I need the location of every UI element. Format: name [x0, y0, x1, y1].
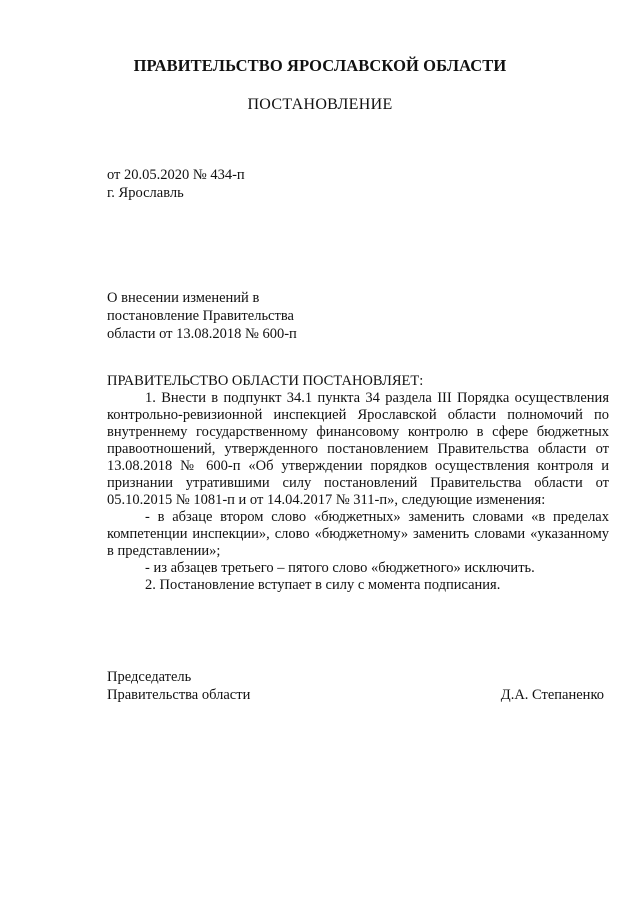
change-2: - из абзацев третьего – пятого слово «бюджетного» исключить. [145, 560, 535, 576]
item-2: 2. Постановление вступает в силу с момента подписания. [145, 577, 501, 593]
signature-row [107, 686, 604, 704]
document-subject [107, 289, 297, 343]
signatory-title-1: Председатель [107, 669, 192, 685]
subject-line-1: О внесении изменений в [107, 290, 260, 306]
subject-line-3: области от 13.08.2018 № 600-п [107, 326, 297, 342]
document-meta [107, 166, 245, 202]
signatory-name: Д.А. Степаненко [500, 687, 604, 703]
subject-line-2: постановление Правительства [107, 308, 294, 324]
document-type: ПОСТАНОВЛЕНИЕ [247, 96, 393, 113]
date-number: от 20.05.2020 № 434-п [107, 167, 245, 183]
change-1: - в абзаце втором слово «бюджетных» заменить словами «в пределах компетенции инспекции», слово «бюджетному» заменить словами «указанному в представлении»; [107, 509, 609, 559]
decree-phrase: ПРАВИТЕЛЬСТВО ОБЛАСТИ ПОСТАНОВЛЯЕТ: [107, 373, 424, 389]
government-title: ПРАВИТЕЛЬСТВО ЯРОСЛАВСКОЙ ОБЛАСТИ [133, 56, 507, 75]
signature-block [107, 668, 604, 704]
item-1: 1. Внести в подпункт 34.1 пункта 34 раздела III Порядка осуществления контрольно-ревизионной инспекцией Ярославской области полномочий по внутреннему государственному финансовому контролю в сфере бюджетных правоотношений, утвержденного постановлением Правительства области от 13.08.2018 № 600-п «Об утверждении порядков осуществления контроля и признании утратившими силу постановлений Правительства области от 05.10.2015 № 1081-п и от 14.04.2017 № 311-п», следующие изменения: [107, 390, 609, 508]
city: г. Ярославль [107, 185, 184, 201]
signatory-title-2: Правительства области [107, 687, 251, 703]
document-body [107, 373, 609, 594]
